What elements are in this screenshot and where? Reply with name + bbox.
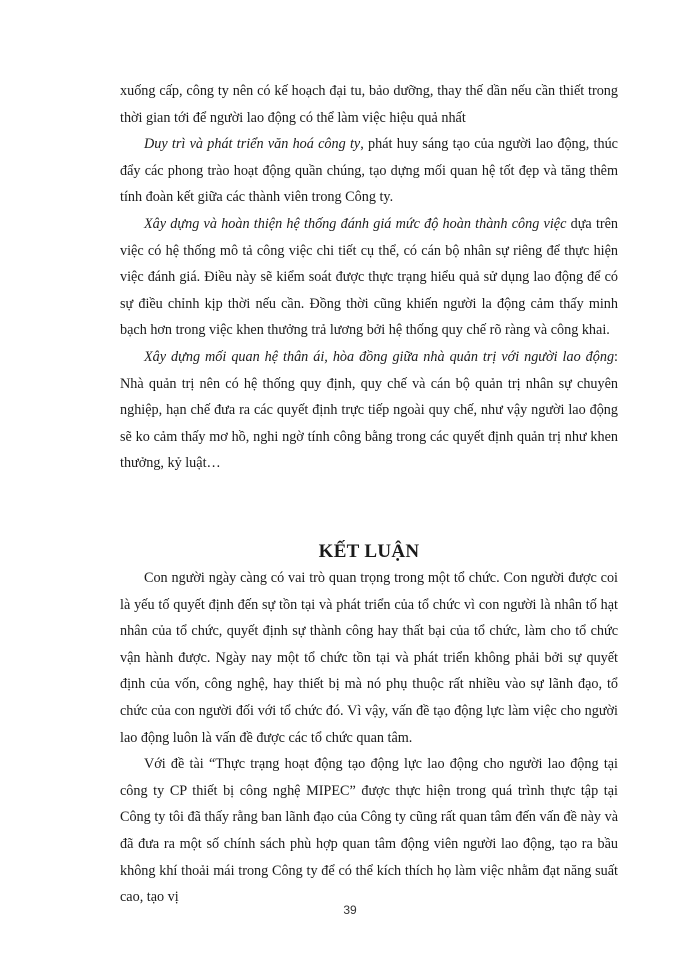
paragraph-body: : Nhà quản trị nên có hệ thống quy định, quy chế và cán bộ quản trị nhân sự chuyên nghiệp, hạn chế đưa ra các quyết định trực tiếp ngoài quy chế, như vậy người lao động sẽ ko cảm thấy mơ hồ, nghi ngờ tính công bằng trong các quyết định quản trị như khen thưởng, kỷ luật… [120,348,618,472]
paragraph-lead-italic: Xây dựng và hoàn thiện hệ thống đánh giá mức độ hoàn thành công việc [144,215,567,232]
paragraph-evaluation-system [120,211,618,344]
upper-text-block [120,78,618,477]
paragraph-body: , phát huy sáng tạo của người lao động, thúc đẩy các phong trào hoạt động quần chúng, tạo dựng mối quan hệ tốt đẹp và tăng thêm tính đoàn kết giữa các thành viên trong Công ty. [120,136,618,206]
paragraph-lead-italic: Xây dựng mối quan hệ thân ái, hòa đồng giữa nhà quản trị với người lao động [144,348,615,365]
conclusion-paragraph: Với đề tài “Thực trạng hoạt động tạo động lực lao động cho người lao động tại công ty CP thiết bị công nghệ MIPEC” được thực hiện trong quá trình thực tập tại Công ty tôi đã thấy rằng ban lãnh đạo của Công ty cũng rất quan tâm đến vấn đề này và đã đưa ra một số chính sách phù hợp quan tâm động viên người lao động, tạo ra bầu không khí thoải mái trong Công ty để có thể kích thích họ làm việc nhằm đạt năng suất cao, tạo vị [120,756,618,906]
paragraph-company-culture [120,131,618,211]
paragraph-body: dựa trên việc có hệ thống mô tả công việc chi tiết cụ thể, có cán bộ nhân sự riêng để thực hiện việc đánh giá. Điều này sẽ kiểm soát được thực trạng hiểu quả sử dụng lao động để có sự điều chỉnh kịp thời nếu cần. Đồng thời cũng khiến người la động cảm thấy minh bạch hơn trong việc khen thưởng trả lương bởi hệ thống quy chế rõ ràng và công khai. [120,215,618,339]
paragraph-continuation: xuống cấp, công ty nên có kế hoạch đại tu, bảo dưỡng, thay thế dần nếu cần thiết trong thời gian tới để người lao động có thể làm việc hiệu quả nhất [120,83,618,126]
paragraph-lead-italic: Duy trì và phát triển văn hoá công ty [144,136,361,153]
conclusion-text-block [120,565,618,911]
conclusion-paragraph: Con người ngày càng có vai trò quan trọng trong một tổ chức. Con người được coi là yếu tố quyết định đến sự tồn tại và phát triển của tổ chức vì con người là nhân tố hạt nhân của tổ chức, quyết định sự thành công hay thất bại của tổ chức, làm cho tổ chức vận hành được. Ngày nay một tổ chức tồn tại và phát triển không phải bởi sự quyết định của vốn, công nghệ, hay thiết bị mà nó phụ thuộc rất nhiều vào sự lãnh đạo, tổ chức của con người đối với tổ chức đó. Vì vậy, vấn đề tạo động lực làm việc cho người lao động luôn là vấn đề được các tổ chức quan tâm. [120,570,618,746]
page-number: 39 [343,903,357,917]
section-heading: KẾT LUẬN [318,541,420,562]
paragraph-management-relations [120,344,618,477]
